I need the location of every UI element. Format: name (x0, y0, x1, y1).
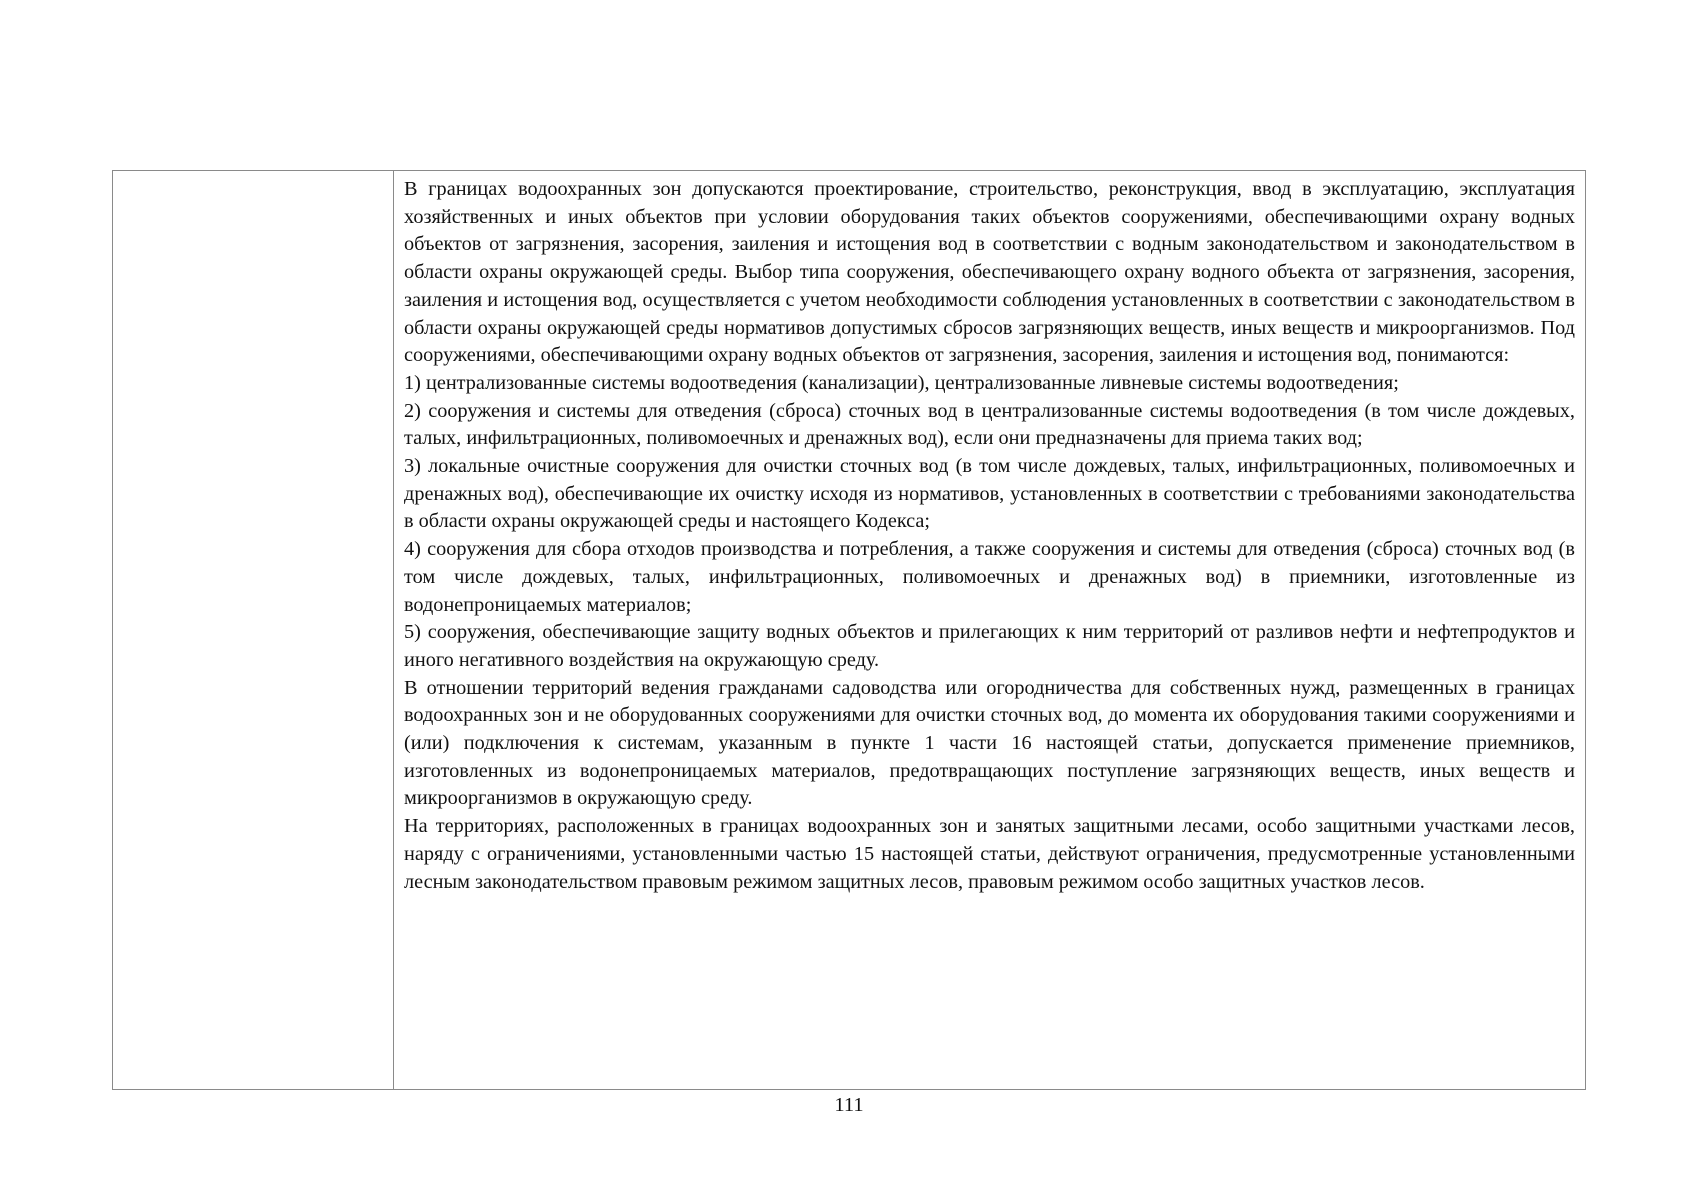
list-item-1: 1) централизованные системы водоотведения (канализации), централизованные ливневые системы водоотведения; (404, 371, 1399, 394)
paragraph-water-protection-conditions: В границах водоохранных зон допускаются проектирование, строительство, реконструкция, ввод в эксплуатацию, эксплуатация хозяйственных и иных объектов при условии оборудования таких объектов сооружениями, обеспечивающими охрану водных объектов от загрязнения, засорения, заиления и истощения вод в соответствии с водным законодательством и законодательством в области охраны окружающей среды. Выбор типа сооружения, обеспечивающего охрану водного объекта от загрязнения, засорения, заиления и истощения вод, осуществляется с учетом необходимости соблюдения установленных в соответствии с законодательством в области охраны окружающей среды нормативов допустимых сбросов загрязняющих веществ, иных веществ и микроорганизмов. Под сооружениями, обеспечивающими охрану водных объектов от загрязнения, засорения, заиления и истощения вод, понимаются: (404, 178, 1575, 367)
regulation-table (112, 170, 1586, 1090)
paragraph-protective-forests: На территориях, расположенных в границах водоохранных зон и занятых защитными лесами, особо защитными участками лесов, наряду с ограничениями, установленными частью 15 настоящей статьи, действуют ограничения, предусмотренные установленными лесным законодательством правовым режимом защитных лесов, правовым режимом особо защитных участков лесов. (404, 815, 1575, 893)
list-item-4: 4) сооружения для сбора отходов производства и потребления, а также сооружения и системы для отведения (сброса) сточных вод (в том числе дождевых, талых, инфильтрационных, поливомоечных и дренажных вод) в приемники, изготовленные из водонепроницаемых материалов; (404, 538, 1575, 616)
list-item-5: 5) сооружения, обеспечивающие защиту водных объектов и прилегающих к ним территорий от разливов нефти и нефтепродуктов и иного негативного воздействия на окружающую среду. (404, 621, 1575, 671)
list-item-2: 2) сооружения и системы для отведения (сброса) сточных вод в централизованные системы водоотведения (в том числе дождевых, талых, инфильтрационных, поливомоечных и дренажных вод), если они предназначены для приема таких вод; (404, 399, 1575, 450)
list-item-3: 3) локальные очистные сооружения для очистки сточных вод (в том числе дождевых, талых, инфильтрационных, поливомоечных и дренажных вод), обеспечивающие их очистку исходя из нормативов, установленных в соответствии с требованиями законодательства в области охраны окружающей среды и настоящего Кодекса; (404, 455, 1575, 533)
table-left-cell (113, 171, 394, 1089)
paragraph-gardening-territories: В отношении территорий ведения гражданами садоводства или огородничества для собственных нужд, размещенных в границах водоохранных зон и не оборудованных сооружениями для очистки сточных вод, до момента их оборудования такими сооружениями и (или) подключения к системам, указанным в пункте 1 части 16 настоящей статьи, допускается применение приемников, изготовленных из водонепроницаемых материалов, предотвращающих поступление загрязняющих веществ, иных веществ и микроорганизмов в окружающую среду. (404, 676, 1575, 810)
page-number: 111 (834, 1094, 864, 1116)
table-right-cell (394, 171, 1585, 1089)
